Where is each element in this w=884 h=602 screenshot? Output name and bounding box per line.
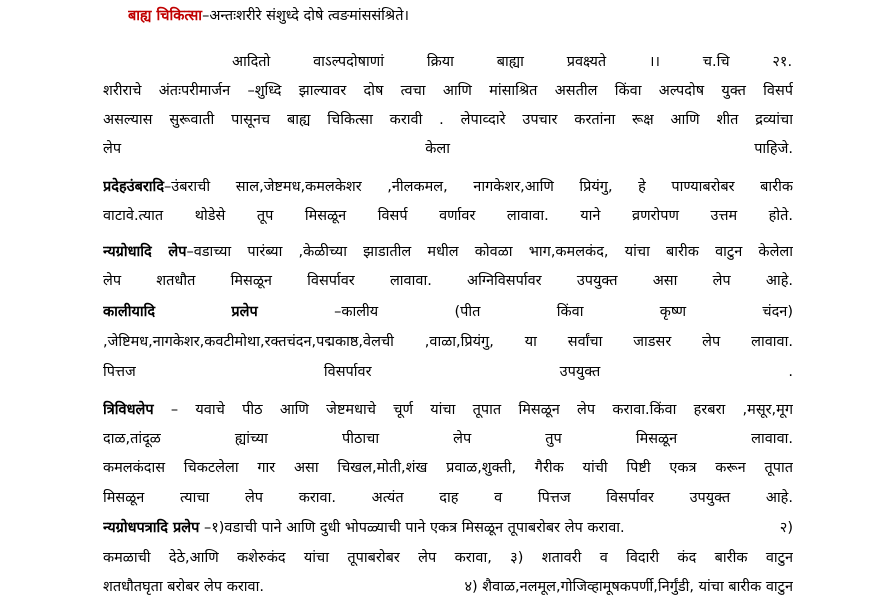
section-heading-verse: –अन्तःशरीरे संशुध्दे दोषे त्वङमांससंश्रिते। [202,8,409,24]
kaliyadi-word: . [788,364,793,380]
pradeh-text: –उंबराची साल,जेष्टमध,कमलकेशर ,नीलकमल, नागकेशर,आणि प्रियंगु, हे पाण्याबरोबर बारीक [164,179,793,195]
paragraph-line: असल्यास सुरूवाती पासूनच बाह्य चिकित्सा करावी . लेपाव्दारे उपचार करतांना रूक्ष आणि शीत द्रव्यांचा [103,112,793,128]
trividh-line: दाळ,तांदूळ ह्यांच्या पीठाचा लेप तुप मिसळून लावावा. [103,431,793,447]
pradeh-line [103,173,793,201]
verse-separator: ।। [648,54,660,70]
kaliyadi-word: उपयुक्त [559,364,601,380]
kaliyadi-line: ,जेष्टिमध,नागकेशर,कवटीमोथा,रक्तचंदन,पद्मकाष्ठ,वेलची ,वाळा,प्रियंगु, या सर्वांचा जाडसर लेप लावावा. [103,334,793,350]
verse-reference: च.चि [702,54,730,70]
nyagrodhapatradi-line: कमळाची देठे,आणि कशेरुकंद यांचा तूपाबरोबर लेप करावा, ३) शतावरी व विदारी कंद बारीक वाटुन [103,550,793,566]
section-heading: बाह्य चिकित्सा [128,8,203,24]
nyagrodhadi-heading: न्यग्रोधादि लेप [103,244,187,260]
verse-word: वाऽल्पदोषाणां [313,54,384,70]
verse-word: आदितो [232,54,271,70]
verse-line [232,48,792,76]
verse-word: क्रिया [426,54,454,70]
paragraph-word: पाहिजे. [754,141,793,157]
kaliyadi-word: (पीत [454,304,481,320]
kaliyadi-word: –कालीय [334,304,379,320]
paragraph-word: लेप [103,141,122,157]
nyagrodhapatradi-heading: न्यग्रोधपत्रादि प्रलेप [103,520,200,536]
trividh-line: कमलकंदास चिकटलेला गार असा चिखल,मोती,शंख प्रवाळ,शुक्ती, गैरीक यांची पिष्टी एकत्र करून तूपात [103,460,793,476]
kaliyadi-word: कृष्ण [659,304,687,320]
verse-number: २१. [772,54,792,70]
nyagrodhadi-text: –वडाच्या पारंब्या ,केळीच्या झाडातील मधील कोवळा भाग,कमलकंद, यांचा बारीक वाटुन केलेला [186,244,793,260]
kaliyadi-line [103,298,793,326]
pradeh-line: वाटावे.त्यात थोडेसे तूप मिसळून विसर्प वर्णावर लावावा. याने व्रणरोपण उत्तम होते. [103,208,793,224]
section-title-line [128,2,828,30]
verse-word: प्रवक्ष्यते [566,54,607,70]
kaliyadi-word: पित्तज [103,364,136,380]
paragraph-word: केला [425,141,450,157]
trividh-text: – यवाचे पीठ आणि जेष्टमधाचे चूर्ण यांचा तूपात मिसळून लेप करावा.किंवा हरबरा ,मसूर,मूग [170,402,793,418]
trividh-line: मिसळून त्याचा लेप करावा. अत्यंत दाह व पित्तज विसर्पावर उपयुक्त आहे. [103,490,793,506]
kaliyadi-line [103,358,793,386]
nyagrodhadi-line: लेप शतधौत मिसळून विसर्पावर लावावा. अग्निविसर्पावर उपयुक्त असा लेप आहे. [103,273,793,289]
kaliyadi-word: किंवा [556,304,584,320]
nyagrodhapatradi-line [103,514,793,542]
pradeh-heading: प्रदेहउंबरादि [103,179,165,195]
nyagrodhadi-line [103,238,793,266]
nyagrodhapatradi-text: ४) शैवाळ,नलमूल,गोजिव्हामूषकपर्णी,निर्गुंडी, यांचा बारीक वाटुन [464,579,793,595]
paragraph-line [103,135,793,163]
kaliyadi-heading-word: प्रलेप [231,304,258,320]
nyagrodhapatradi-text: –१)वडाची पाने आणि दुधी भोपळ्याची पाने एकत्र मिसळून तूपाबरोबर लेप करावा. [203,520,625,536]
kaliyadi-word: विसर्पावर [323,364,372,380]
paragraph-line: शरीराचे अंतःपरीमार्जन –शुध्दि झाल्यावर दोष त्वचा आणि मांसाश्रित असतील किंवा अल्पदोष युक्त विसर्प [103,83,793,99]
nyagrodhapatradi-text: शतधौतघृता बरोबर लेप करावा. [103,579,264,595]
verse-word: बाह्या [496,54,524,70]
trividh-line [103,396,793,424]
trividh-heading: त्रिविधलेप [103,402,154,418]
kaliyadi-word: चंदन) [762,304,793,320]
nyagrodhapatradi-line [103,573,793,601]
kaliyadi-heading-word: कालीयादि [103,304,156,320]
list-number: २) [779,520,793,536]
